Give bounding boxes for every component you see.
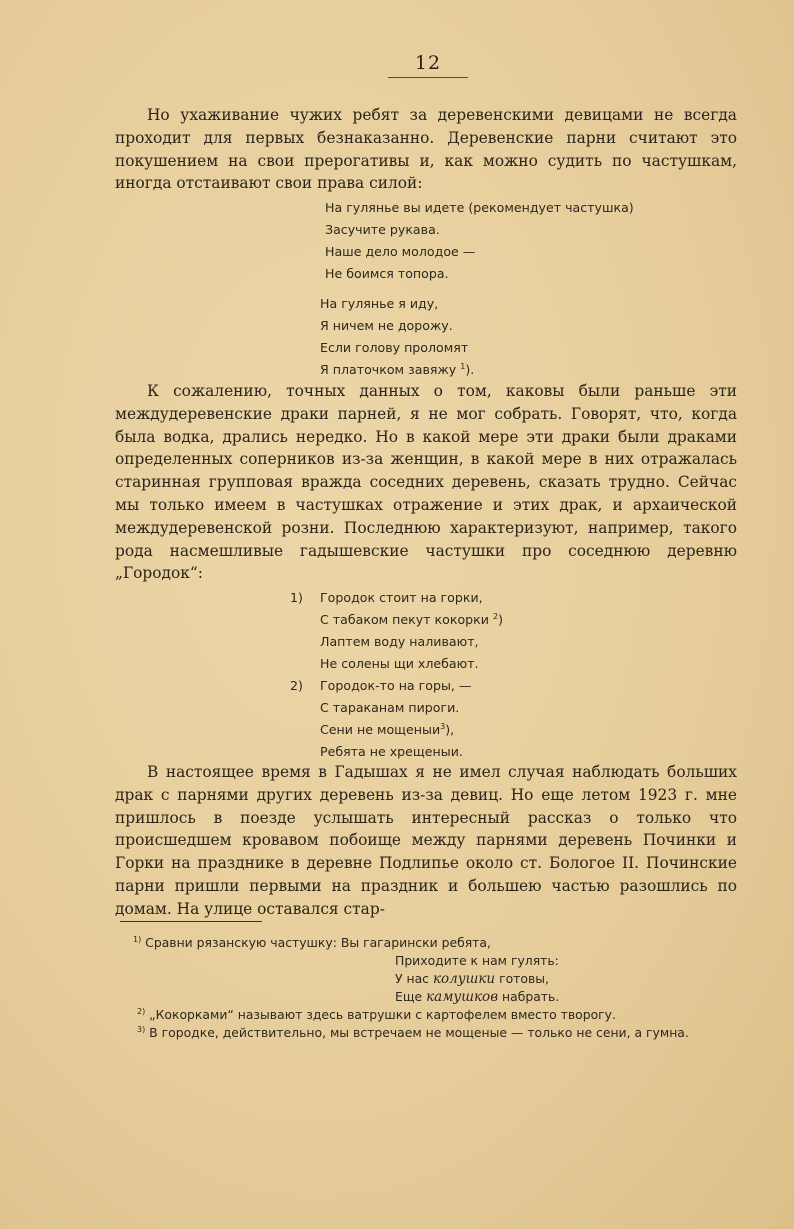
verse-line: Лаптем воду наливают, [320, 634, 479, 649]
footnote-verse-line [115, 988, 740, 1006]
footnote-2 [115, 1006, 740, 1024]
footnote-verse-line: Приходите к нам гулять: [395, 953, 559, 968]
verse-line [320, 719, 503, 741]
footnote-ref: 1 [460, 361, 466, 371]
verse-line-text: Городок-то на горы, — [320, 678, 472, 693]
paragraph-1: Но ухаживание чужих ребят за деревенскими девицами не всегда проходит для первых безнаказанно. Деревенские парни считают это покушением на свои прерогативы и, как можно судить по частушкам, иногда отстаивают свои права силой: [115, 106, 737, 193]
footnote-verse-text: набрать. [502, 989, 560, 1004]
verse-line-text: Городок стоит на горки, [320, 590, 483, 605]
footnote-text: В городке, действительно, мы встречаем не мощеные — только не сени, а гумна. [149, 1025, 689, 1040]
footnotes [115, 934, 740, 1042]
footnote-verse-line [115, 970, 740, 988]
footnote-verse-text: Еще [395, 989, 423, 1004]
verse-line-text: Сени не мощеныи [320, 722, 441, 737]
verse-line: Если голову проломят [320, 340, 469, 355]
verse-2 [320, 293, 474, 381]
paragraph-3: В настоящее время в Гадышах я не имел случая наблюдать больших драк с парнями других деревень из-за девиц. Но еще летом 1923 г. мне пришлось в поезде услышать интересный рассказ о только что происшедшем кровавом побоище между парнями деревень Починки и Горки на празднике в деревне Подлипье около ст. Бологое II. Починские парни пришли первыми на праздник и большею частью разошлись по домам. На улице оставался стар- [115, 763, 737, 918]
footnote-verse-text: готовы, [499, 971, 549, 986]
verse-line: Ребята не хрещеныи. [320, 744, 463, 759]
header-rule [388, 77, 468, 78]
verse-line-end: ). [465, 362, 475, 377]
verse-number: 2) [290, 678, 303, 693]
footnote-rule [120, 921, 262, 922]
footnote-ref: 2 [492, 611, 499, 621]
footnote-mark: 2) [137, 1006, 146, 1016]
footnote-verse-line: Вы гагарински ребята, [340, 935, 491, 950]
verse-line: С тараканам пироги. [320, 700, 460, 715]
verse-line: На гулянье я иду, [320, 296, 439, 311]
footnote-verse-italic: колушки [432, 971, 496, 987]
footnote-mark: 1) [133, 934, 142, 944]
footnote-verse-italic: камушков [426, 989, 499, 1005]
page-number: 12 [414, 52, 442, 74]
footnote-text: „Кокорками“ называют здесь ватрушки с картофелем вместо творогу. [149, 1007, 616, 1022]
verse-3 [290, 587, 503, 763]
footnote-ref: 3 [440, 721, 446, 731]
verse-line [320, 359, 474, 381]
footnote-verse-text: У нас [395, 971, 429, 986]
verse-line-end: ) [498, 612, 503, 627]
verse-line [320, 609, 503, 631]
verse-line-text: Я платочком завяжу [320, 362, 457, 377]
verse-line: На гулянье вы идете (рекомендует частушка) [325, 200, 634, 215]
paragraph-2: К сожалению, точных данных о том, каковы были раньше эти междудеревенские драки парней, я не мог собрать. Говорят, что, когда была водка, дрались нередко. Но в какой мере эти драки были драками определенных соперников из-за женщин, в какой мере в них отражалась старинная групповая вражда соседних деревень, сказать трудно. Сейчас мы только имеем в частушках отражение и этих драк, и архаической междудеревенской розни. Последнюю характеризуют, например, такого рода насмешливые гадышевские частушки про соседнюю деревню „Городок“: [115, 382, 737, 583]
verse-number: 1) [290, 590, 303, 605]
verse-1 [325, 197, 634, 285]
verse-line: Не боимся топора. [325, 266, 449, 281]
footnote-3 [115, 1024, 740, 1042]
verse-line [290, 675, 503, 697]
verse-line: Наше дело молодое — [325, 244, 476, 259]
footnote-1 [115, 934, 740, 952]
page-header [385, 52, 471, 78]
verse-line-text: С табаком пекут кокорки [320, 612, 489, 627]
verse-line-end: ), [445, 722, 455, 737]
verse-line: Я ничем не дорожу. [320, 318, 453, 333]
verse-line: Не солены щи хлебают. [320, 656, 479, 671]
verse-line [290, 587, 503, 609]
footnote-text: Сравни рязанскую частушку: [145, 935, 337, 950]
verse-line: Засучите рукава. [325, 222, 440, 237]
footnote-mark: 3) [137, 1024, 146, 1034]
